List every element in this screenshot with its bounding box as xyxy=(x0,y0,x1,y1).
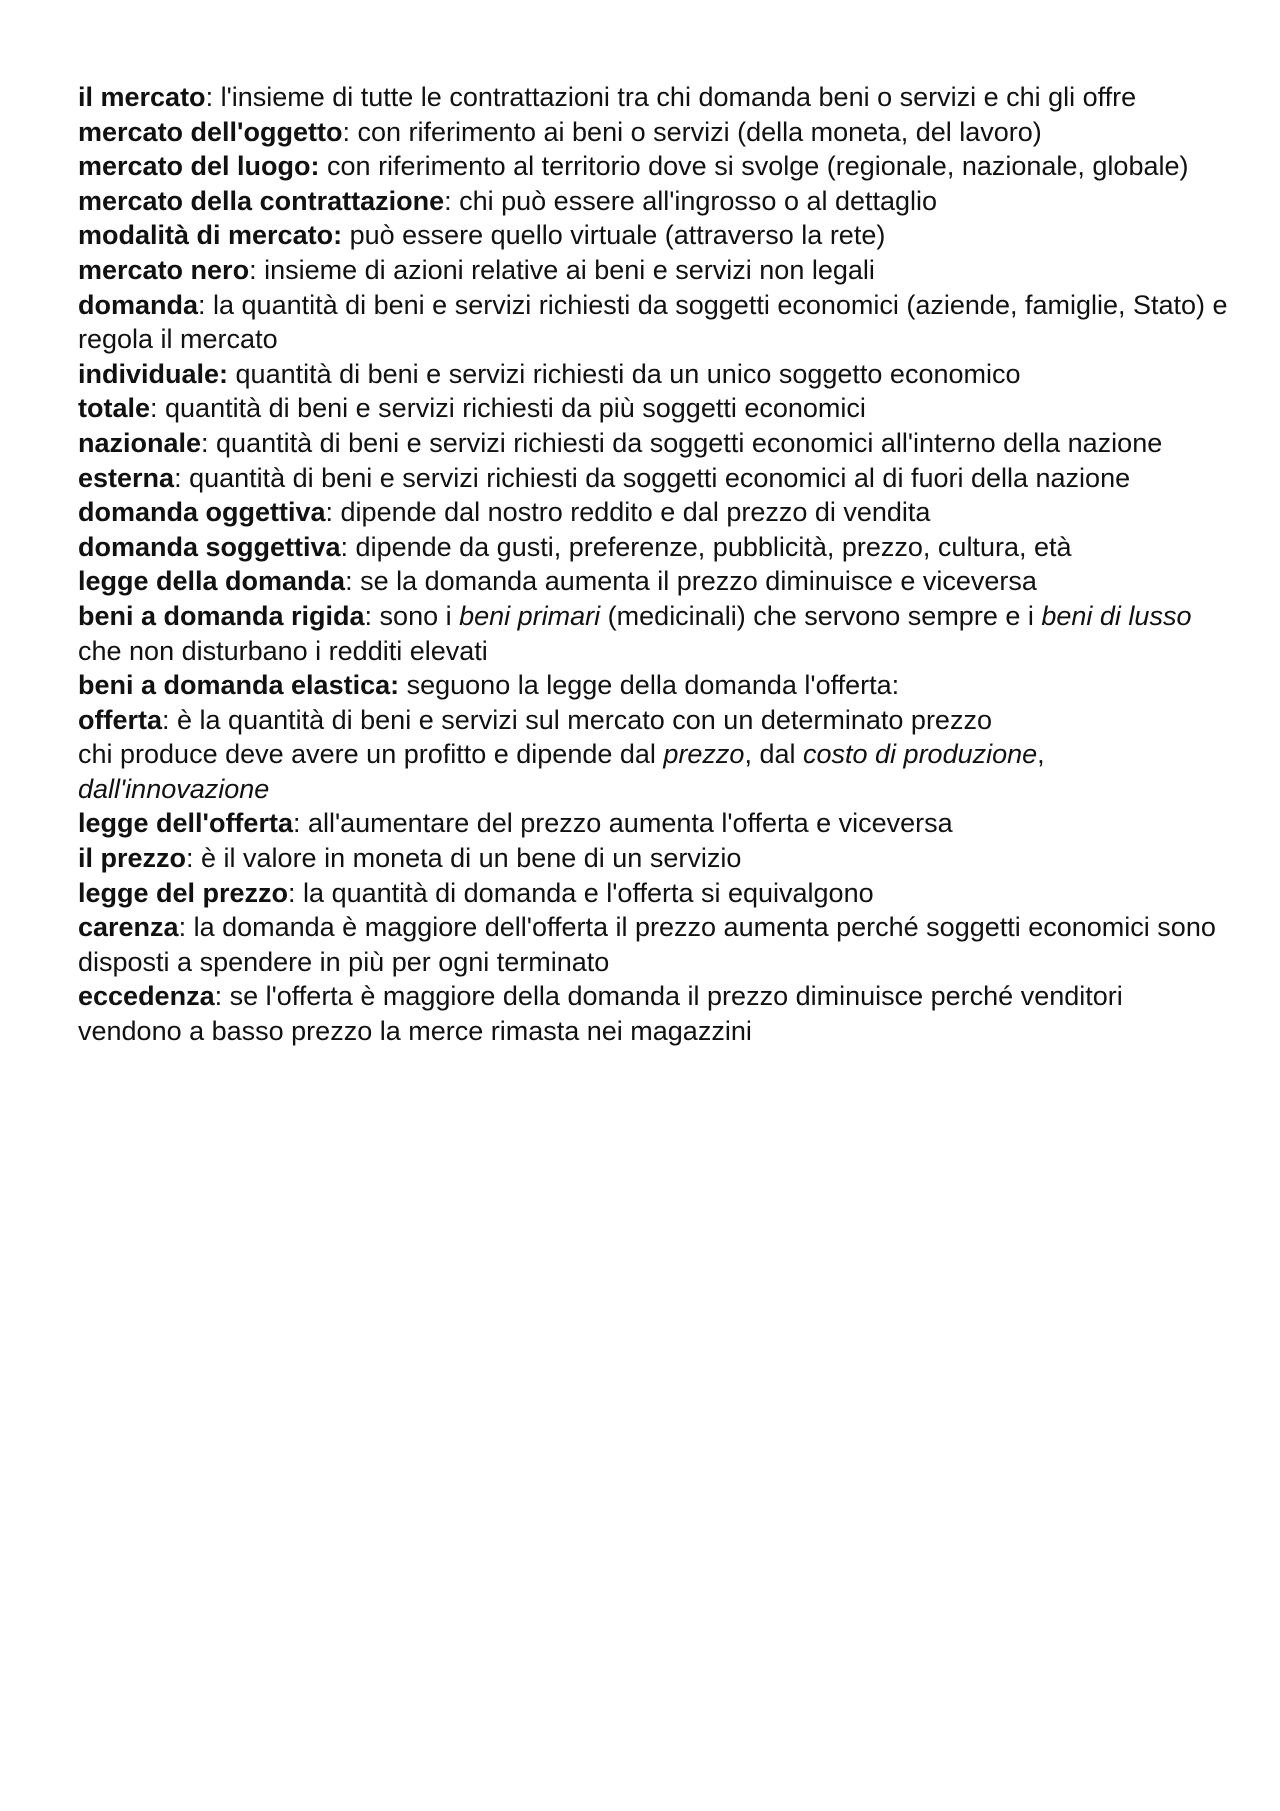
definition-text: : se l'offerta è maggiore della domanda il prezzo diminuisce perché venditori vendono a basso prezzo la merce rimasta nei magazzini xyxy=(78,981,1123,1047)
term-label: mercato dell'oggetto xyxy=(78,116,343,147)
definition-entry xyxy=(78,876,1228,911)
emphasis-text: costo di produzione xyxy=(803,739,1038,770)
definition-text: : insieme di azioni relative ai beni e servizi non legali xyxy=(249,254,875,285)
definition-text: : sono i xyxy=(364,600,460,631)
definition-text: : dipende dal nostro reddito e dal prezzo di vendita xyxy=(325,497,931,528)
definition-entry xyxy=(78,288,1228,357)
definition-text: chi produce deve avere un profitto e dipende dal xyxy=(78,739,664,770)
definition-entry xyxy=(78,564,1228,599)
definition-text: : se la domanda aumenta il prezzo diminuisce e viceversa xyxy=(345,566,1037,597)
definition-text: : la quantità di beni e servizi richiesti da soggetti economici (aziende, famiglie, Stato) e regola il mercato xyxy=(78,289,1228,355)
term-label: mercato del luogo: xyxy=(78,151,320,182)
definition-text: : è la quantità di beni e servizi sul mercato con un determinato prezzo xyxy=(162,704,992,735)
definition-text: con riferimento al territorio dove si svolge (regionale, nazionale, globale) xyxy=(319,151,1189,182)
definition-entry xyxy=(78,737,1228,806)
definition-text: , dal xyxy=(744,739,803,770)
term-label: domanda xyxy=(78,289,199,320)
term-label: modalità di mercato: xyxy=(78,220,343,251)
definition-entry xyxy=(78,115,1228,150)
emphasis-text: dall'innovazione xyxy=(78,773,270,804)
definition-text: (medicinali) che servono sempre e i xyxy=(600,600,1042,631)
definition-text: che non disturbano i redditi elevati xyxy=(78,635,488,666)
definition-text: : chi può essere all'ingrosso o al dettaglio xyxy=(444,185,938,216)
definition-text: : la domanda è maggiore dell'offerta il prezzo aumenta perché soggetti economici sono disposti a spendere in più per ogni terminato xyxy=(78,912,1216,977)
term-label: legge della domanda xyxy=(78,566,346,597)
definition-entry xyxy=(78,910,1228,979)
term-label: legge del prezzo xyxy=(78,877,289,908)
term-label: nazionale xyxy=(78,427,202,458)
term-label: carenza xyxy=(78,912,179,943)
emphasis-text: prezzo xyxy=(663,739,745,770)
definition-entry xyxy=(78,426,1228,461)
term-label: il mercato xyxy=(78,82,206,112)
term-label: offerta xyxy=(78,704,163,735)
term-label: beni a domanda elastica: xyxy=(78,670,400,701)
definition-entry xyxy=(78,668,1228,703)
emphasis-text: beni primari xyxy=(459,600,601,631)
term-label: eccedenza xyxy=(78,981,215,1012)
definition-text: può essere quello virtuale (attraverso la rete) xyxy=(342,220,886,251)
definition-entry xyxy=(78,495,1228,530)
definition-entry xyxy=(78,461,1228,496)
definition-text: quantità di beni e servizi richiesti da un unico soggetto economico xyxy=(228,358,1021,389)
emphasis-text: beni di lusso xyxy=(1041,600,1192,631)
definition-text: : è il valore in moneta di un bene di un servizio xyxy=(186,843,742,874)
definition-entry xyxy=(78,599,1228,668)
document-body xyxy=(78,80,1228,1049)
definition-text: : dipende da gusti, preferenze, pubblicità, prezzo, cultura, età xyxy=(340,531,1072,562)
definition-entry xyxy=(78,218,1228,253)
definition-entry xyxy=(78,184,1228,219)
definition-entry xyxy=(78,703,1228,738)
definition-entry xyxy=(78,806,1228,841)
definition-text: : quantità di beni e servizi richiesti da soggetti economici al di fuori della nazione xyxy=(174,462,1131,493)
definition-text: : con riferimento ai beni o servizi (della moneta, del lavoro) xyxy=(342,116,1042,147)
definition-entry xyxy=(78,841,1228,876)
definition-text: : la quantità di domanda e l'offerta si equivalgono xyxy=(288,877,874,908)
term-label: beni a domanda rigida xyxy=(78,600,365,631)
term-label: domanda soggettiva xyxy=(78,531,341,562)
definition-entry xyxy=(78,530,1228,565)
definition-entry xyxy=(78,149,1228,184)
term-label: mercato della contrattazione xyxy=(78,185,445,216)
definition-entry xyxy=(78,979,1228,1048)
definition-entry xyxy=(78,80,1228,115)
definition-text: , xyxy=(1037,739,1045,770)
term-label: esterna xyxy=(78,462,175,493)
term-label: il prezzo xyxy=(78,843,187,874)
term-label: domanda oggettiva xyxy=(78,497,326,528)
term-label: individuale: xyxy=(78,358,229,389)
definition-entry xyxy=(78,357,1228,392)
term-label: totale xyxy=(78,393,151,424)
definition-text: : l'insieme di tutte le contrattazioni tra chi domanda beni o servizi e chi gli offre xyxy=(205,82,1137,112)
term-label: mercato nero xyxy=(78,254,250,285)
definition-text: : quantità di beni e servizi richiesti da più soggetti economici xyxy=(150,393,866,424)
term-label: legge dell'offerta xyxy=(78,808,293,839)
definition-text: : quantità di beni e servizi richiesti da soggetti economici all'interno della nazione xyxy=(201,427,1163,458)
definition-entry xyxy=(78,391,1228,426)
definition-entry xyxy=(78,253,1228,288)
definition-text: seguono la legge della domanda l'offerta: xyxy=(399,670,900,701)
definition-text: : all'aumentare del prezzo aumenta l'offerta e viceversa xyxy=(292,808,953,839)
